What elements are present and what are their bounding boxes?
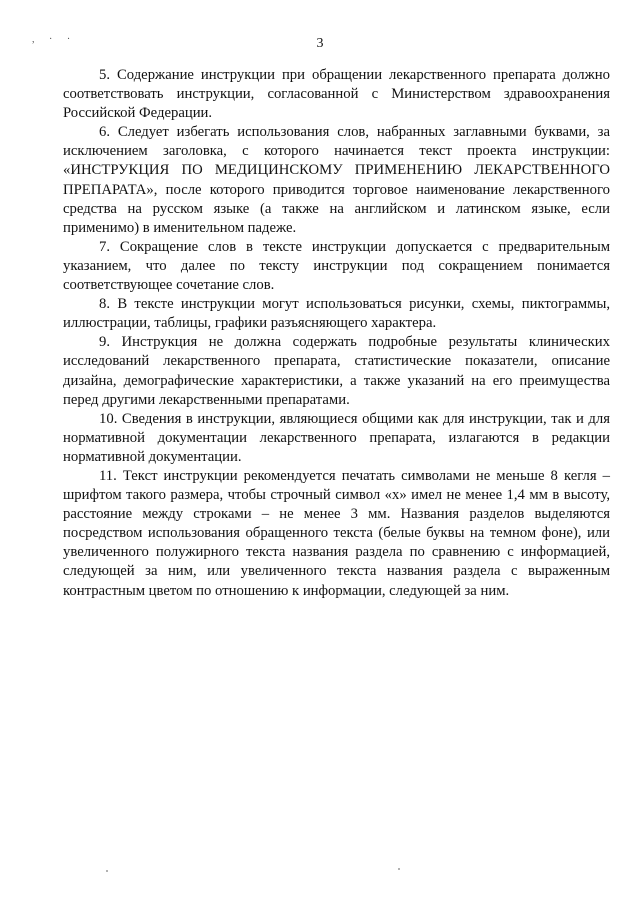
document-body [63, 66, 610, 601]
paragraph-9: 9. Инструкция не должна содержать подробные результаты клинических исследований лекарственного препарата, статистические показатели, описание дизайна, демографические характеристики, а также указаний на его преимущества перед другими лекарственными препаратами. [63, 334, 610, 408]
page-number: 3 [316, 36, 324, 51]
paragraph-8: 8. В тексте инструкции могут использоваться рисунки, схемы, пиктограммы, иллюстрации, таблицы, графики разъясняющего характера. [63, 296, 610, 332]
paragraph-7: 7. Сокращение слов в тексте инструкции допускается с предварительным указанием, что далее по тексту инструкции под сокращением понимается соответствующее сочетание слов. [63, 238, 610, 294]
scan-speck [398, 868, 400, 870]
paragraph-6: 6. Следует избегать использования слов, набранных заглавными буквами, за исключением заголовка, с которого начинается текст проекта инструкции: «ИНСТРУКЦИЯ ПО МЕДИЦИНСКОМУ ПРИМЕНЕНИЮ ЛЕКАРСТВЕННОГО ПРЕПАРАТА», после которого приводится торговое наименование лекарственного средства на русском языке (а также на английском и латинском языке, если применимо) в именительном падеже. [63, 124, 610, 236]
paragraph-11: 11. Текст инструкции рекомендуется печатать символами не меньше 8 кегля – шрифтом такого размера, чтобы строчный символ «х» имел не менее 1,4 мм в высоту, расстояние между строками – не менее 3 мм. Названия разделов выделяются посредством использования обращенного текста (белые буквы на темном фоне), или увеличенного полужирного текста названия раздела по сравнению с информацией, следующей за ним, или увеличенного текста названия раздела с выраженным контрастным цветом по отношению к информации, следующей за ним. [63, 467, 610, 599]
paragraph-5: 5. Содержание инструкции при обращении лекарственного препарата должно соответствовать инструкции, согласованной с Министерством здравоохранения Российской Федерации. [63, 67, 610, 122]
scan-speck [106, 870, 108, 872]
paragraph-10: 10. Сведения в инструкции, являющиеся общими как для инструкции, так и для нормативной документации лекарственного препарата, излагаются в редакции нормативной документации. [63, 410, 610, 465]
scan-mark: , · · [32, 34, 77, 45]
